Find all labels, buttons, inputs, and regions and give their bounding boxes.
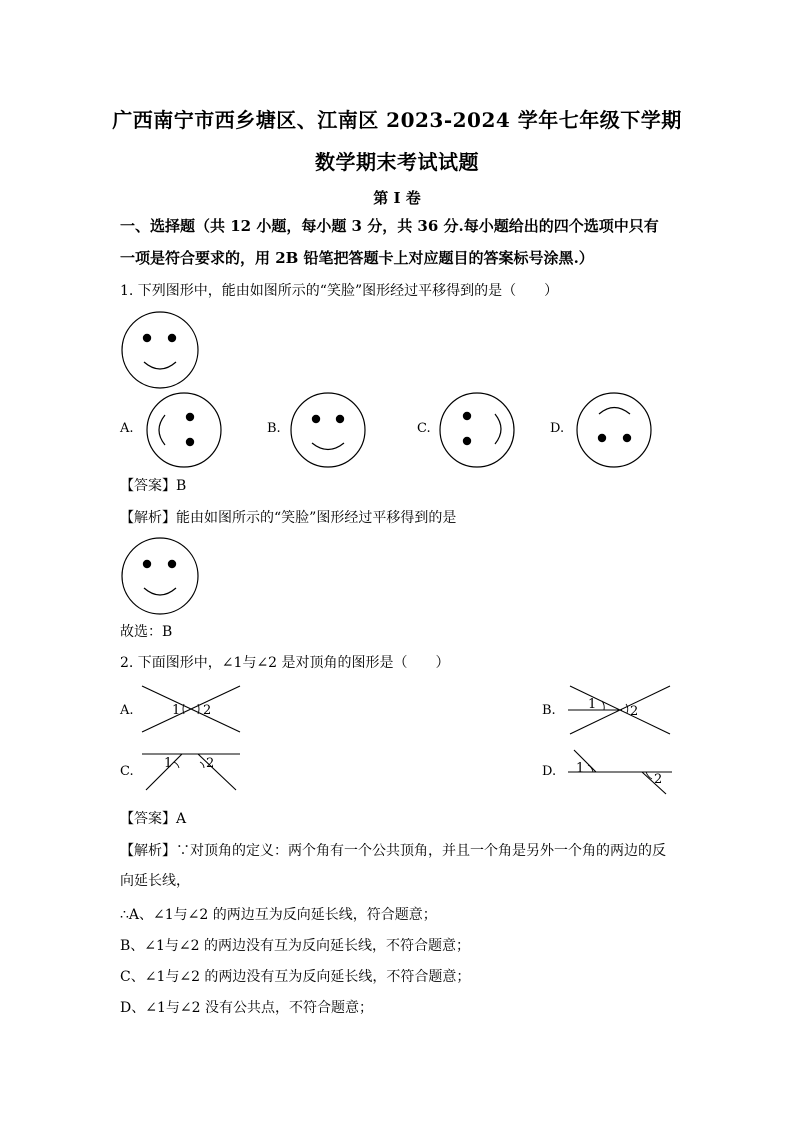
q2-option-a-label: A. bbox=[120, 703, 134, 718]
q1-option-c-figure bbox=[438, 391, 516, 469]
q1-option-d-label: D. bbox=[550, 421, 565, 436]
q2-c-angle2-label: 2 bbox=[206, 756, 215, 771]
volume-heading: 第 I 卷 bbox=[373, 189, 421, 207]
q2-option-b-label: B. bbox=[542, 703, 556, 718]
section-heading-line2: 一项是符合要求的，用 2B 铅笔把答题卡上对应题目的答案标号涂黑.） bbox=[120, 249, 594, 267]
q2-a-angle1-label: 1 bbox=[172, 703, 181, 718]
q2-d-angle2-label: 2 bbox=[654, 772, 663, 787]
q1-option-b-figure bbox=[289, 391, 367, 469]
q2-reason-a: ∴A、∠1与∠2 的两边互为反向延长线，符合题意； bbox=[120, 907, 437, 923]
q2-option-c-figure bbox=[140, 748, 244, 792]
q2-reason-b: B、∠1与∠2 的两边没有互为反向延长线，不符合题意； bbox=[120, 938, 471, 954]
q2-b-angle2-label: 2 bbox=[630, 704, 639, 719]
q2-b-angle1-label: 1 bbox=[588, 697, 597, 712]
q2-analysis-line1: 【解析】∵对顶角的定义：两个角有一个公共顶角，并且一个角是另外一个角的两边的反 bbox=[120, 843, 666, 859]
q1-reference-smiley-figure bbox=[120, 310, 200, 390]
q1-option-d-figure bbox=[575, 391, 653, 469]
q2-option-d-figure bbox=[566, 748, 674, 796]
q2-c-angle1-label: 1 bbox=[164, 756, 173, 771]
q2-option-b-figure bbox=[566, 684, 672, 736]
q2-a-angle2-label: 2 bbox=[203, 703, 212, 718]
q2-reason-c: C、∠1与∠2 的两边没有互为反向延长线，不符合题意； bbox=[120, 969, 471, 985]
q1-analysis-smiley-figure bbox=[120, 536, 200, 616]
q1-analysis: 【解析】能由如图所示的“笑脸”图形经过平移得到的是 bbox=[120, 510, 457, 526]
q1-option-a-label: A. bbox=[120, 421, 134, 436]
q1-stem: 1. 下列图形中，能由如图所示的“笑脸”图形经过平移得到的是（ ） bbox=[120, 283, 559, 299]
q2-option-c-label: C. bbox=[120, 764, 134, 779]
q1-option-b-label: B. bbox=[267, 421, 281, 436]
q1-option-c-label: C. bbox=[417, 421, 431, 436]
q2-option-a-figure bbox=[140, 684, 244, 734]
q1-option-a-figure bbox=[145, 391, 223, 469]
document-title-line1: 广西南宁市西乡塘区、江南区 2023-2024 学年七年级下学期 bbox=[112, 108, 682, 132]
document-title-line2: 数学期末考试试题 bbox=[315, 150, 479, 174]
q1-choice: 故选：B bbox=[120, 624, 173, 640]
q2-analysis-line2: 向延长线， bbox=[120, 873, 190, 889]
q2-stem: 2. 下面图形中，∠1与∠2 是对顶角的图形是（ ） bbox=[120, 655, 450, 671]
q2-answer: 【答案】A bbox=[120, 811, 187, 827]
section-heading-line1: 一、选择题（共 12 小题，每小题 3 分，共 36 分.每小题给出的四个选项中只有 bbox=[120, 217, 659, 235]
q1-answer: 【答案】B bbox=[120, 478, 187, 494]
q2-d-angle1-label: 1 bbox=[576, 761, 585, 776]
q2-reason-d: D、∠1与∠2 没有公共点，不符合题意； bbox=[120, 1000, 373, 1016]
q2-option-d-label: D. bbox=[542, 764, 557, 779]
